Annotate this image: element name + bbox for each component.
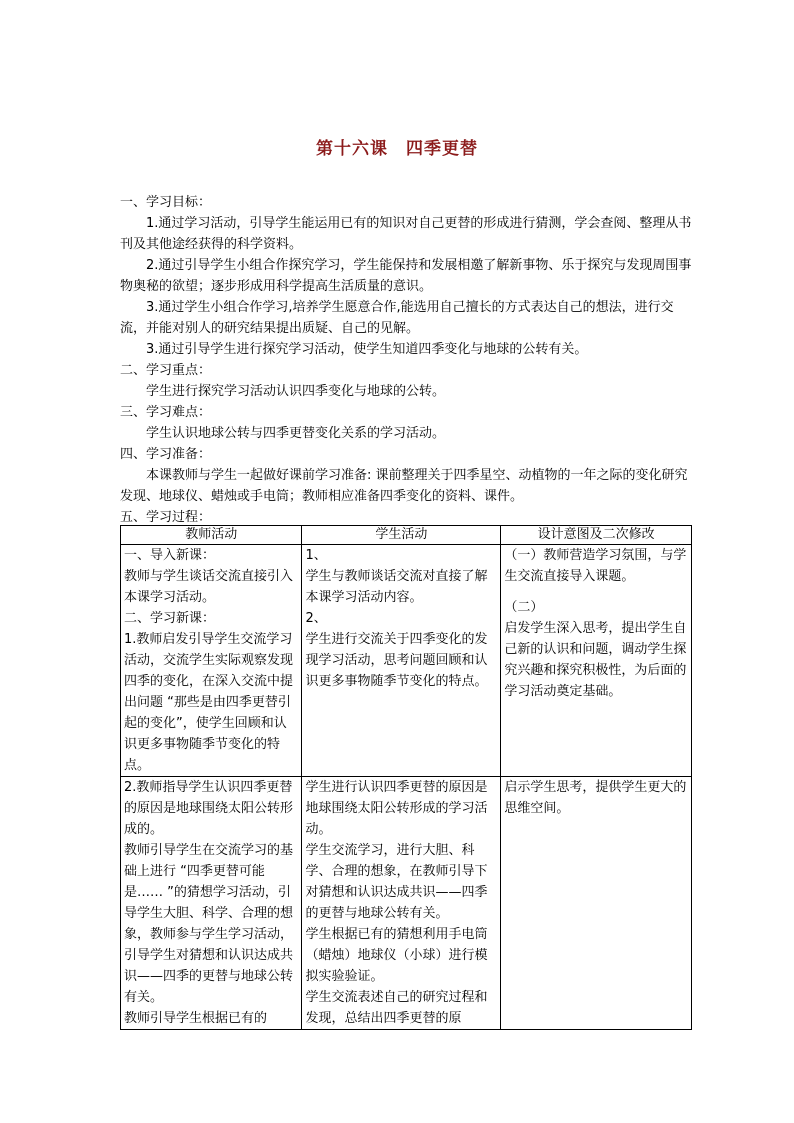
cell-text: 启示学生思考，提供学生更大的思维空间。 [504, 780, 687, 816]
cell-text: 1、 [305, 548, 327, 563]
cell-text: 启发学生深入思考，提出学生自己新的认识和问题，调动学生探究兴趣和探究积极性，为后面的学习活动奠定基础。 [504, 621, 687, 699]
teacher-cell [121, 545, 302, 777]
goal-2: 2.通过引导学生小组合作探究学习，学生能保持和发展相邀了解新事物、乐于探究与发现周围事物奥秘的欲望；逐步形成用科学提高生活质量的意识。 [120, 258, 692, 294]
cell-text: 学生与教师谈话交流对直接了解本课学习活动内容。 [305, 569, 488, 605]
goal-1: 1.通过学习活动，引导学生能运用已有的知识对自己更替的形成进行猜测，学会查阅、整理从书刊及其他途经获得的科学资料。 [120, 216, 692, 252]
teacher-cell [121, 777, 302, 1030]
cell-text: 2、 [305, 611, 327, 626]
cell-text: 学生交流表述自己的研究过程和发现，总结出四季更替的原 [305, 990, 488, 1026]
design-cell [501, 545, 692, 777]
student-cell [302, 545, 501, 777]
cell-text: 二、学习新课： [124, 611, 216, 626]
lesson-title: 第十六课 四季更替 [316, 139, 478, 159]
goal-3: 3.通过学生小组合作学习,培养学生愿意合作,能选用自己擅长的方式表达自己的想法，进行交流，并能对别人的研究结果提出质疑、自己的见解。 [120, 300, 674, 336]
table-row [121, 777, 692, 1030]
goal-4: 3.通过引导学生进行探究学习活动，使学生知道四季变化与地球的公转有关。 [146, 342, 588, 357]
key-heading: 二、学习重点： [120, 363, 212, 378]
lesson-body [120, 192, 692, 528]
cell-text: 教师与学生谈话交流直接引入本课学习活动。 [124, 569, 294, 605]
design-cell [501, 777, 692, 1030]
key-text: 学生进行探究学习活动认识四季变化与地球的公转。 [146, 384, 446, 399]
cell-text: （二） [504, 600, 544, 615]
cell-text: 教师引导学生根据已有的 [124, 1011, 268, 1026]
header-teacher: 教师活动 [121, 526, 302, 545]
process-heading: 五、学习过程： [120, 510, 212, 525]
cell-text: 教师引导学生在交流学习的基础上进行 “四季更替可能是…… ”的猜想学习活动，引导学生大胆、科学、合理的想象，教师参与学生学习活动，引导学生对猜想和认识达成共识——四季的更替与地球公转有关。 [124, 843, 294, 1005]
cell-text: 学生根据已有的猜想利用手电筒（蜡烛）地球仪（小球）进行模拟实验验证。 [305, 927, 488, 984]
student-cell [302, 777, 501, 1030]
prep-heading: 四、学习准备： [120, 447, 212, 462]
header-design: 设计意图及二次修改 [501, 526, 692, 545]
goals-heading: 一、学习目标： [120, 195, 212, 210]
table-row [121, 545, 692, 777]
cell-text: 2.教师指导学生认识四季更替的原因是地球围绕太阳公转形成的。 [124, 780, 294, 837]
cell-text: 一、导入新课： [124, 548, 216, 563]
difficulty-heading: 三、学习难点： [120, 405, 212, 420]
cell-text: 1.教师启发引导学生交流学习活动，交流学生实际观察发现四季的变化，在深入交流中提出问题 “那些是由四季更替引起的变化”，使学生回顾和认识更多事物随季节变化的特点。 [124, 632, 294, 773]
prep-text: 本课教师与学生一起做好课前学习准备: 课前整理关于四季星空、动植物的一年之际的变化研究发现、地球仪、蜡烛或手电筒；教师相应准备四季变化的资料、课件。 [120, 468, 688, 504]
table-header-row [121, 526, 692, 545]
lesson-process-table [120, 525, 692, 1030]
cell-text: 学生交流学习，进行大胆、科学、合理的想象，在教师引导下对猜想和认识达成共识——四季的更替与地球公转有关。 [305, 843, 488, 921]
cell-text: （一）教师营造学习氛围，与学生交流直接导入课题。 [504, 548, 687, 584]
cell-text: 学生进行认识四季更替的原因是地球围绕太阳公转形成的学习活动。 [305, 780, 488, 837]
difficulty-text: 学生认识地球公转与四季更替变化关系的学习活动。 [146, 426, 446, 441]
cell-text: 学生进行交流关于四季变化的发现学习活动，思考问题回顾和认识更多事物随季节变化的特点。 [305, 632, 488, 689]
header-student: 学生活动 [302, 526, 501, 545]
